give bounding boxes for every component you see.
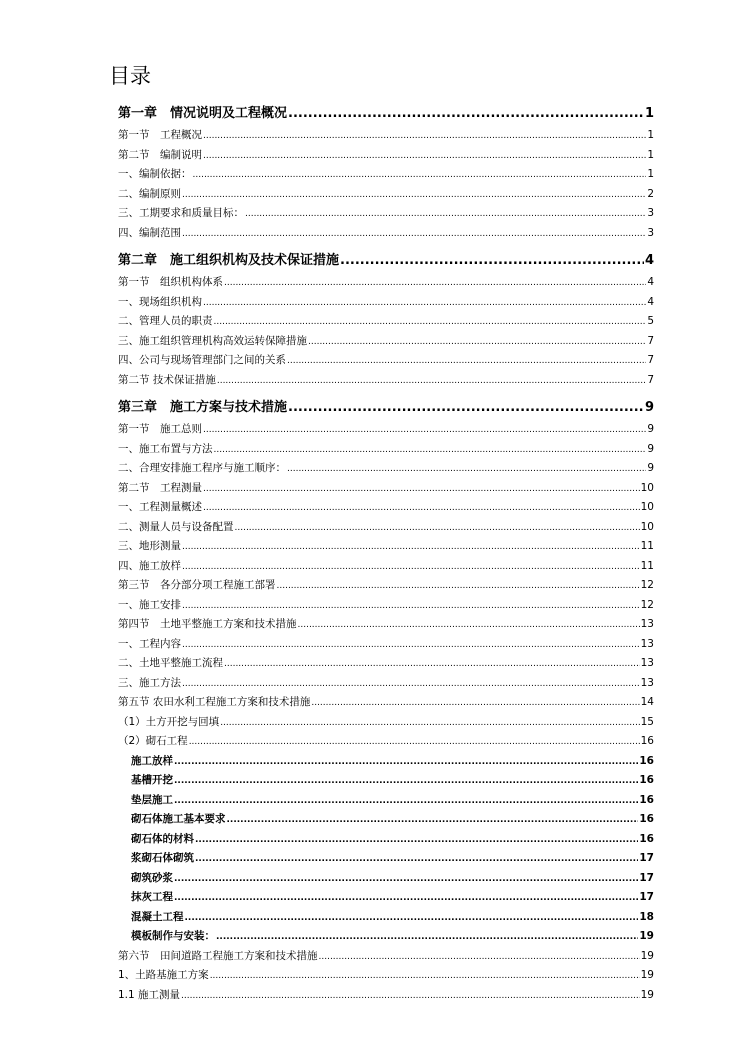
toc-page-number: 7 <box>647 354 654 366</box>
toc-entry-label: 第一节 工程概况 <box>118 129 202 141</box>
toc-entry-label: 四、公司与现场管理部门之间的关系 <box>118 354 286 366</box>
toc-page-number: 1 <box>647 129 654 141</box>
toc-entry-label: 基槽开挖 <box>131 774 173 786</box>
toc-entry-row[interactable] <box>118 538 654 558</box>
toc-entry-label: 砌筑砂浆 <box>131 871 173 884</box>
dot-leader <box>220 716 639 728</box>
toc-entry-label: 混凝土工程 <box>131 910 184 923</box>
toc-entry-label: 垫层施工 <box>131 793 173 806</box>
dot-leader <box>288 400 644 415</box>
toc-entry-label: 四、编制范围 <box>118 226 181 239</box>
toc-entry-row[interactable] <box>118 313 654 333</box>
toc-entry-row[interactable] <box>118 714 654 734</box>
toc-page-number: 16 <box>639 832 654 845</box>
dot-leader <box>217 374 646 386</box>
dot-leader <box>216 930 638 942</box>
toc-entry-row[interactable] <box>118 558 654 578</box>
toc-entry-label: 二、合理安排施工程序与施工顺序： <box>118 462 286 474</box>
toc-page-number: 12 <box>640 579 654 591</box>
dot-leader <box>182 227 646 239</box>
toc-entry-label: （1）土方开挖与回填 <box>118 715 220 728</box>
toc-entry-label: 砌石体施工基本要求 <box>131 813 226 825</box>
toc-page-number: 10 <box>640 520 654 533</box>
dot-leader <box>193 168 647 180</box>
toc-entry-label: 第二节 工程测量 <box>118 481 202 494</box>
toc-page-number: 13 <box>640 657 654 669</box>
toc-entry-label: 三、施工组织管理机构高效运转保障措施 <box>118 334 307 347</box>
dot-leader <box>203 149 646 161</box>
toc-entry-label: 第五节 农田水利工程施工方案和技术措施 <box>118 696 311 708</box>
toc-entry-label: 一、施工布置与方法 <box>118 442 213 455</box>
toc-page-number: 9 <box>647 462 654 474</box>
toc-page-number: 11 <box>640 540 654 552</box>
toc-entry-row[interactable] <box>118 987 654 1007</box>
toc-page-number: 3 <box>647 226 654 239</box>
dot-leader <box>287 354 646 366</box>
toc-entry-row[interactable] <box>118 127 654 147</box>
dot-leader <box>203 482 640 494</box>
toc-entry-label: 一、工程内容 <box>118 637 181 650</box>
toc-entry-row[interactable] <box>118 909 654 929</box>
toc-page-number: 9 <box>647 423 654 435</box>
toc-page-number: 16 <box>639 754 654 767</box>
toc-page-number: 1 <box>644 106 654 121</box>
toc-entry-row[interactable] <box>118 294 654 314</box>
toc-page-number: 13 <box>640 618 654 630</box>
toc-title: 目录 <box>109 64 151 88</box>
toc-entry-row[interactable] <box>118 928 654 948</box>
dot-leader <box>203 129 646 141</box>
toc-entry-label: 第三章 施工方案与技术措施 <box>118 400 288 415</box>
toc-page-number: 3 <box>647 207 654 219</box>
toc-page-number: 16 <box>639 793 654 806</box>
toc-entry-row[interactable] <box>118 421 654 441</box>
toc-page-number: 1 <box>647 168 654 180</box>
toc-page-number: 5 <box>647 315 654 327</box>
toc-page-number: 10 <box>640 481 654 494</box>
toc-entry-row[interactable] <box>118 616 654 636</box>
toc-entry-label: 一、编制依据： <box>118 168 192 180</box>
dot-leader <box>277 579 640 591</box>
toc-page-number: 13 <box>640 637 654 650</box>
toc-chapter-row[interactable] <box>118 102 654 127</box>
toc-entry-row[interactable] <box>118 577 654 597</box>
dot-leader <box>182 599 640 611</box>
toc-page-number: 19 <box>640 949 654 962</box>
toc-entry-row[interactable] <box>118 186 654 206</box>
table-of-contents <box>118 102 654 1006</box>
toc-entry-row[interactable] <box>118 352 654 372</box>
toc-page-number: 4 <box>647 276 654 288</box>
toc-entry-row[interactable] <box>118 636 654 656</box>
toc-entry-label: 1.1 施工测量 <box>118 988 181 1001</box>
toc-entry-row[interactable] <box>118 166 654 186</box>
toc-entry-row[interactable] <box>118 147 654 167</box>
toc-entry-label: 二、测量人员与设备配置 <box>118 520 234 533</box>
dot-leader <box>181 989 640 1001</box>
toc-chapter-row[interactable] <box>118 396 654 421</box>
toc-page-number: 16 <box>640 735 654 747</box>
toc-page-number: 17 <box>639 871 654 884</box>
toc-page-number: 12 <box>640 598 654 611</box>
toc-entry-row[interactable] <box>118 870 654 890</box>
toc-entry-label: 模板制作与安装： <box>131 930 215 942</box>
toc-entry-row[interactable] <box>118 694 654 714</box>
toc-page-number: 10 <box>640 501 654 513</box>
toc-entry-row[interactable] <box>118 372 654 392</box>
toc-page-number: 15 <box>640 715 654 728</box>
toc-entry-row[interactable] <box>118 811 654 831</box>
toc-entry-label: 三、地形测量 <box>118 540 181 552</box>
toc-entry-row[interactable] <box>118 441 654 461</box>
toc-page-number: 2 <box>647 187 654 200</box>
toc-entry-row[interactable] <box>118 772 654 792</box>
toc-entry-row[interactable] <box>118 889 654 909</box>
dot-leader <box>298 618 640 630</box>
dot-leader <box>182 638 640 650</box>
toc-page-number: 9 <box>644 400 654 415</box>
toc-page-number: 9 <box>647 442 654 455</box>
toc-entry-label: 第四节 土地平整施工方案和技术措施 <box>118 618 297 630</box>
toc-entry-row[interactable] <box>118 597 654 617</box>
dot-leader <box>174 891 638 903</box>
toc-entry-row[interactable] <box>118 225 654 245</box>
toc-entry-label: 一、现场组织机构 <box>118 295 202 308</box>
toc-page-number: 4 <box>647 295 654 308</box>
toc-page-number: 7 <box>647 334 654 347</box>
dot-leader <box>195 833 638 845</box>
toc-chapter-row[interactable] <box>118 249 654 274</box>
toc-entry-label: 一、施工安排 <box>118 598 181 611</box>
dot-leader <box>185 911 639 923</box>
toc-entry-label: 二、土地平整施工流程 <box>118 657 223 669</box>
toc-entry-row[interactable] <box>118 333 654 353</box>
toc-entry-label: （2）砌石工程 <box>118 735 188 747</box>
dot-leader <box>308 335 646 347</box>
toc-entry-row[interactable] <box>118 831 654 851</box>
dot-leader <box>214 315 647 327</box>
toc-entry-label: 二、编制原则 <box>118 187 181 200</box>
dot-leader <box>203 501 640 513</box>
toc-entry-label: 三、施工方法 <box>118 676 181 689</box>
toc-entry-label: 第一章 情况说明及工程概况 <box>118 106 288 121</box>
dot-leader <box>319 950 640 962</box>
toc-entry-row[interactable] <box>118 850 654 870</box>
dot-leader <box>174 774 638 786</box>
toc-entry-label: 四、施工放样 <box>118 559 181 572</box>
dot-leader <box>182 188 646 200</box>
toc-page-number: 17 <box>639 852 654 864</box>
toc-entry-row[interactable] <box>118 967 654 987</box>
dot-leader <box>182 677 640 689</box>
dot-leader <box>340 253 644 268</box>
toc-entry-row[interactable] <box>118 274 654 294</box>
toc-entry-label: 第六节 田间道路工程施工方案和技术措施 <box>118 949 318 962</box>
toc-page-number: 19 <box>640 969 654 981</box>
dot-leader <box>174 794 638 806</box>
toc-entry-row[interactable] <box>118 460 654 480</box>
dot-leader <box>214 443 647 455</box>
toc-entry-row[interactable] <box>118 733 654 753</box>
toc-entry-row[interactable] <box>118 519 654 539</box>
dot-leader <box>195 852 638 864</box>
toc-entry-row[interactable] <box>118 753 654 773</box>
toc-entry-label: 第一节 施工总则 <box>118 423 202 435</box>
dot-leader <box>174 755 638 767</box>
toc-entry-label: 第二章 施工组织机构及技术保证措施 <box>118 253 340 268</box>
toc-entry-label: 第二节 技术保证措施 <box>118 373 216 386</box>
dot-leader <box>210 969 640 981</box>
toc-entry-label: 二、管理人员的职责 <box>118 315 213 327</box>
toc-page-number: 19 <box>639 930 654 942</box>
dot-leader <box>311 696 639 708</box>
toc-page-number: 18 <box>639 910 654 923</box>
toc-page-number: 1 <box>647 148 654 161</box>
toc-page-number: 19 <box>640 988 654 1001</box>
dot-leader <box>224 276 646 288</box>
toc-entry-row[interactable] <box>118 205 654 225</box>
toc-page-number: 7 <box>647 373 654 386</box>
dot-leader <box>288 106 644 121</box>
toc-entry-row[interactable] <box>118 499 654 519</box>
toc-entry-label: 第二节 编制说明 <box>118 148 202 161</box>
toc-entry-label: 第三节 各分部分项工程施工部署 <box>118 579 276 591</box>
dot-leader <box>227 813 639 825</box>
toc-page-number: 13 <box>640 676 654 689</box>
dot-leader <box>203 296 646 308</box>
dot-leader <box>224 657 640 669</box>
toc-entry-row[interactable] <box>118 792 654 812</box>
dot-leader <box>174 872 638 884</box>
toc-page-number: 17 <box>639 891 654 903</box>
toc-entry-label: 一、工程测量概述 <box>118 501 202 513</box>
dot-leader <box>203 423 646 435</box>
toc-page-number: 16 <box>639 774 654 786</box>
toc-entry-row[interactable] <box>118 948 654 968</box>
toc-entry-label: 1、土路基施工方案 <box>118 969 209 981</box>
toc-entry-row[interactable] <box>118 655 654 675</box>
toc-entry-row[interactable] <box>118 480 654 500</box>
dot-leader <box>287 462 646 474</box>
toc-entry-label: 三、工期要求和质量目标： <box>118 207 244 219</box>
dot-leader <box>182 540 640 552</box>
dot-leader <box>189 735 640 747</box>
toc-entry-label: 抹灰工程 <box>131 891 173 903</box>
dot-leader <box>245 207 646 219</box>
toc-page-number: 14 <box>640 696 654 708</box>
toc-entry-label: 砌石体的材料 <box>131 832 194 845</box>
toc-entry-label: 第一节 组织机构体系 <box>118 276 223 288</box>
toc-entry-label: 施工放样 <box>131 754 173 767</box>
toc-page-number: 11 <box>640 559 654 572</box>
dot-leader <box>182 560 640 572</box>
toc-page-number: 16 <box>639 813 654 825</box>
dot-leader <box>235 521 640 533</box>
toc-entry-row[interactable] <box>118 675 654 695</box>
toc-entry-label: 浆砌石体砌筑 <box>131 852 194 864</box>
toc-page-number: 4 <box>644 253 654 268</box>
